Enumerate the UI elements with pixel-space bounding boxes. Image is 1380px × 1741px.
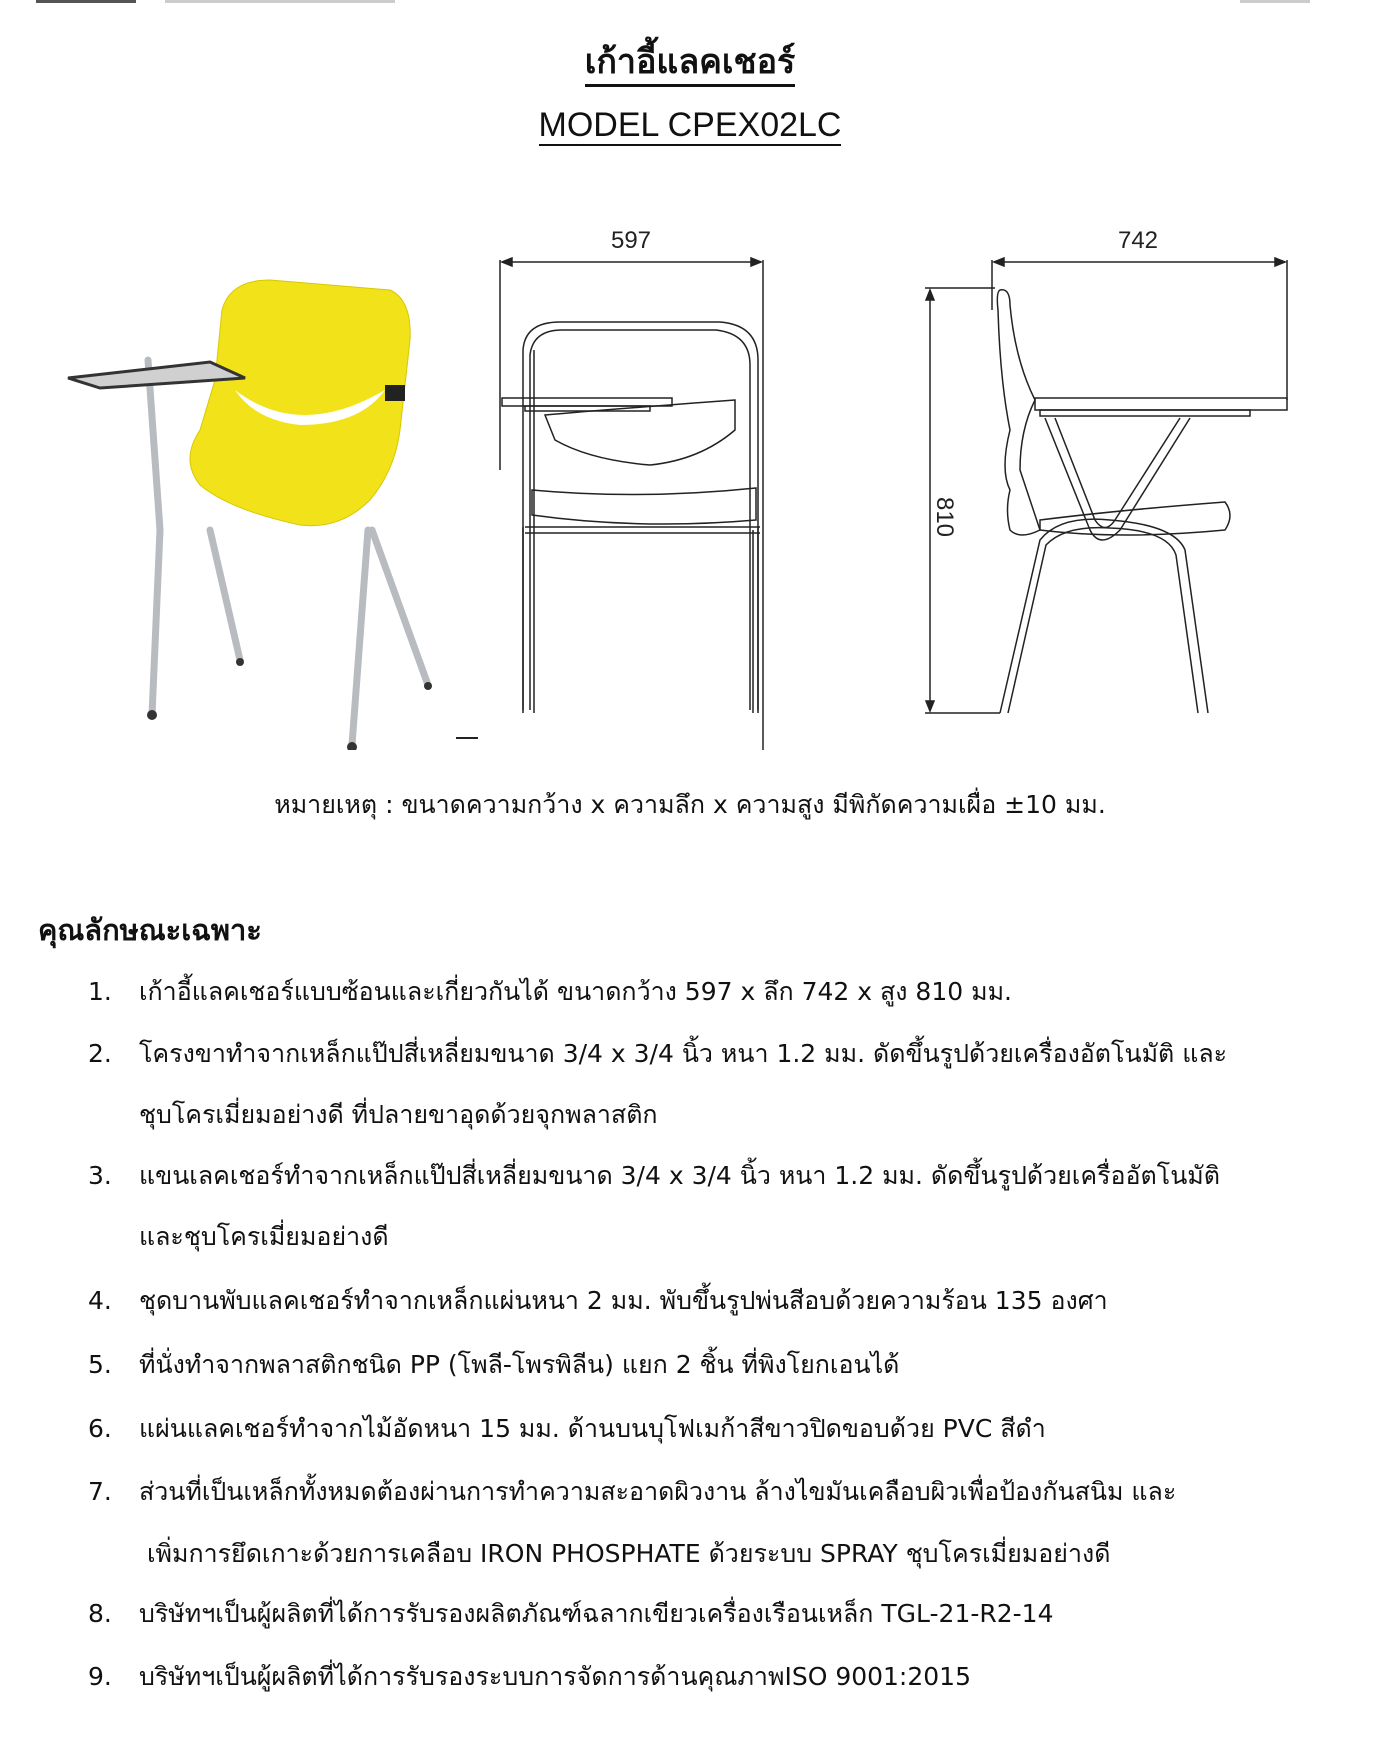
chair-drawings bbox=[0, 230, 1380, 750]
spec-item-continuation: และชุบโครเมี่ยมอย่างดี bbox=[139, 1222, 389, 1251]
spec-item: 1. เก้าอี้แลคเชอร์แบบซ้อนและเกี่ยวกันได้ ขนาดกว้าง 597 x ลึก 742 x สูง 810 มม. bbox=[88, 977, 1012, 1006]
document-title: เก้าอี้แลคเชอร์ bbox=[0, 34, 1380, 88]
spec-item: 4. ชุดบานพับแลคเชอร์ทำจากเหล็กแผ่นหนา 2 มม. พับขึ้นรูปพ่นสีอบด้วยความร้อน 135 องศา bbox=[88, 1286, 1108, 1315]
depth-dimension-label: 742 bbox=[1117, 230, 1159, 254]
spec-item: 3. แขนเลคเชอร์ทำจากเหล็กแป๊ปสี่เหลี่ยมขนาด 3/4 x 3/4 นิ้ว หนา 1.2 มม. ดัดขึ้นรูปด้วยเครื่ออัตโนมัติ bbox=[88, 1161, 1220, 1190]
height-dimension-label: 810 bbox=[931, 496, 958, 538]
header-faded-text bbox=[165, 0, 395, 3]
header-rule bbox=[36, 0, 136, 3]
spec-item: 7. ส่วนที่เป็นเหล็กทั้งหมดต้องผ่านการทำความสะอาดผิวงาน ล้างไขมันเคลือบผิวเพื่อป้องกันสนิม และ bbox=[88, 1477, 1177, 1506]
spec-item: 2. โครงขาทำจากเหล็กแป๊ปสี่เหลี่ยมขนาด 3/4 x 3/4 นิ้ว หนา 1.2 มม. ดัดขึ้นรูปด้วยเครื่องอัตโนมัติ และ bbox=[88, 1039, 1228, 1068]
header-faded-text-right bbox=[1240, 0, 1310, 3]
width-dimension-label: 597 bbox=[610, 230, 652, 254]
spec-item: 6. แผ่นแลคเชอร์ทำจากไม้อัดหนา 15 มม. ด้านบนบุโฟเมก้าสีขาวปิดขอบด้วย PVC สีดำ bbox=[88, 1414, 1046, 1443]
tolerance-note: หมายเหตุ : ขนาดความกว้าง x ความลึก x ความสูง มีพิกัดความเผื่อ ±10 มม. bbox=[274, 790, 1106, 819]
spec-item: 8. บริษัทฯเป็นผู้ผลิตที่ได้การรับรองผลิตภัณฑ์ฉลากเขียวเครื่องเรือนเหล็ก TGL-21-R2-14 bbox=[88, 1599, 1054, 1628]
spec-item-continuation: เพิ่มการยึดเกาะด้วยการเคลือบ IRON PHOSPHATE ด้วยระบบ SPRAY ชุบโครเมี่ยมอย่างดี bbox=[139, 1539, 1111, 1568]
chair-photo bbox=[68, 280, 432, 750]
spec-heading: คุณลักษณะเฉพาะ bbox=[38, 913, 262, 947]
spec-item: 5. ที่นั่งทำจากพลาสติกชนิด PP (โพลี-โพรพิลีน) แยก 2 ชิ้น ที่พิงโยกเอนได้ bbox=[88, 1350, 900, 1379]
side-view-drawing bbox=[925, 258, 1287, 713]
spec-item: 9. บริษัทฯเป็นผู้ผลิตที่ได้การรับรองระบบการจัดการด้านคุณภาพISO 9001:2015 bbox=[88, 1662, 971, 1691]
spec-item-continuation: ชุบโครเมี่ยมอย่างดี ที่ปลายขาอุดด้วยจุกพลาสติก bbox=[139, 1100, 658, 1129]
front-view-drawing bbox=[500, 258, 763, 750]
model-number: MODEL CPEX02LC bbox=[538, 106, 842, 144]
